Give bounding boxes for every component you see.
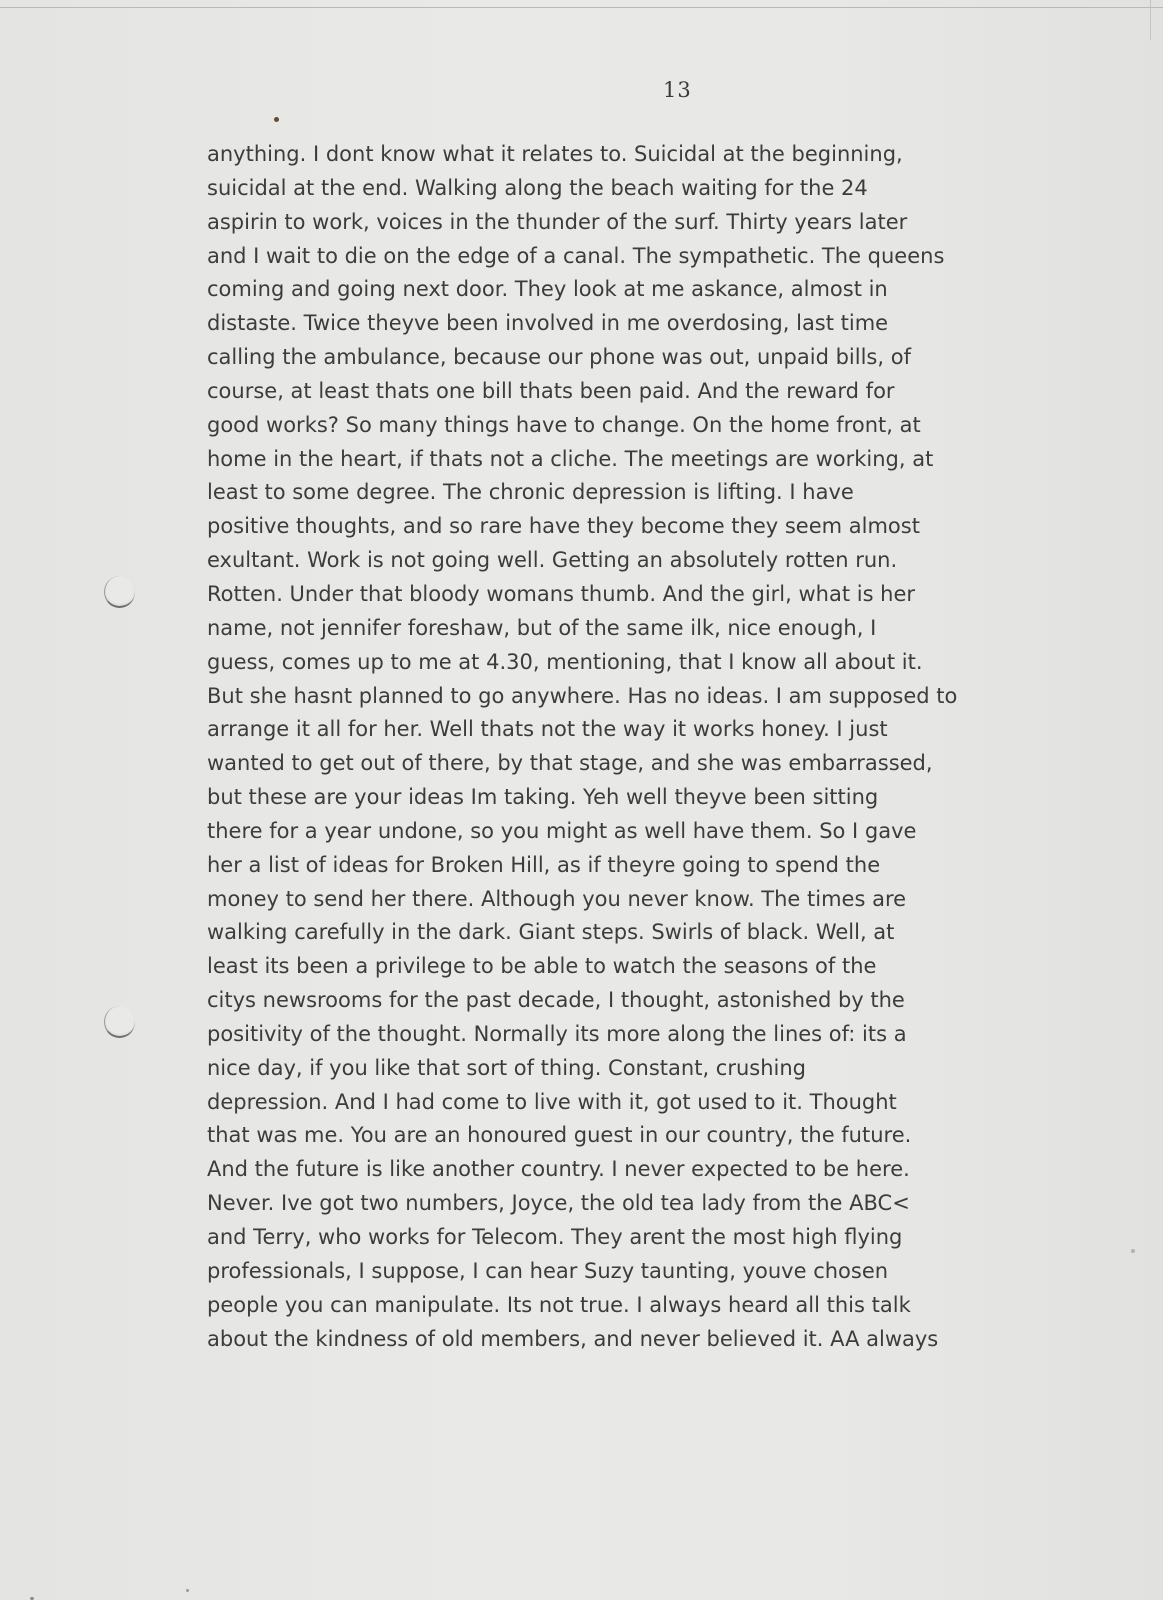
text-line: home in the heart, if thats not a cliche. The meetings are working, at bbox=[207, 446, 934, 471]
text-line: money to send her there. Although you never know. The times are bbox=[207, 886, 907, 911]
text-line: her a list of ideas for Broken Hill, as if theyre going to spend the bbox=[207, 852, 881, 877]
punch-hole bbox=[104, 576, 135, 608]
text-line: arrange it all for her. Well thats not the way it works honey. I just bbox=[207, 717, 888, 742]
text-line: and I wait to die on the edge of a canal. The sympathetic. The queens bbox=[207, 243, 945, 268]
paper-speck bbox=[1131, 1249, 1135, 1253]
text-line: name, not jennifer foreshaw, but of the same ilk, nice enough, I bbox=[207, 615, 877, 640]
text-line: least its been a privilege to be able to watch the seasons of the bbox=[207, 954, 877, 979]
page-number: 13 bbox=[663, 78, 692, 102]
body-text bbox=[207, 138, 1037, 1356]
text-line: there for a year undone, so you might as well have them. So I gave bbox=[207, 818, 917, 843]
text-line: anything. I dont know what it relates to. Suicidal at the beginning, bbox=[207, 142, 903, 166]
text-line: positive thoughts, and so rare have they become they seem almost bbox=[207, 514, 920, 539]
text-line: aspirin to work, voices in the thunder of the surf. Thirty years later bbox=[207, 209, 908, 234]
text-line: walking carefully in the dark. Giant steps. Swirls of black. Well, at bbox=[207, 920, 895, 945]
text-line: guess, comes up to me at 4.30, mentioning, that I know all about it. bbox=[207, 649, 923, 674]
text-line: nice day, if you like that sort of thing. Constant, crushing bbox=[207, 1055, 807, 1080]
text-line: wanted to get out of there, by that stage, and she was embarrassed, bbox=[207, 751, 933, 776]
text-line: positivity of the thought. Normally its more along the lines of: its a bbox=[207, 1021, 907, 1046]
text-line: that was me. You are an honoured guest in our country, the future. bbox=[207, 1123, 912, 1148]
text-line: exultant. Work is not going well. Getting an absolutely rotten run. bbox=[207, 548, 898, 573]
text-line: people you can manipulate. Its not true. I always heard all this talk bbox=[207, 1292, 911, 1317]
scan-right-edge bbox=[1150, 0, 1151, 40]
ink-dot bbox=[274, 117, 279, 122]
text-line: and Terry, who works for Telecom. They arent the most high flying bbox=[207, 1225, 903, 1249]
text-line: coming and going next door. They look at me askance, almost in bbox=[207, 277, 888, 302]
paper-speck bbox=[186, 1589, 189, 1592]
text-line: citys newsrooms for the past decade, I thought, astonished by the bbox=[207, 988, 905, 1013]
text-line: professionals, I suppose, I can hear Suzy taunting, youve chosen bbox=[207, 1258, 889, 1283]
text-line: Never. Ive got two numbers, Joyce, the old tea lady from the ABC< bbox=[207, 1191, 910, 1216]
text-line: least to some degree. The chronic depression is lifting. I have bbox=[207, 480, 854, 505]
text-line: course, at least thats one bill thats been paid. And the reward for bbox=[207, 378, 895, 403]
text-line: distaste. Twice theyve been involved in me overdosing, last time bbox=[207, 311, 889, 336]
text-line: suicidal at the end. Walking along the beach waiting for the 24 bbox=[207, 175, 868, 200]
text-line: And the future is like another country. I never expected to be here. bbox=[207, 1157, 910, 1182]
punch-hole bbox=[104, 1006, 135, 1038]
text-line: good works? So many things have to change. On the home front, at bbox=[207, 412, 921, 437]
text-line: depression. And I had come to live with it, got used to it. Thought bbox=[207, 1089, 897, 1114]
text-line: calling the ambulance, because our phone was out, unpaid bills, of bbox=[207, 345, 911, 370]
text-line: about the kindness of old members, and never believed it. AA always bbox=[207, 1326, 939, 1351]
text-line: Rotten. Under that bloody womans thumb. And the girl, what is her bbox=[207, 581, 916, 606]
scan-top-edge bbox=[0, 7, 1163, 8]
text-line: But she hasnt planned to go anywhere. Has no ideas. I am supposed to bbox=[207, 683, 958, 708]
text-line: but these are your ideas Im taking. Yeh well theyve been sitting bbox=[207, 785, 879, 810]
